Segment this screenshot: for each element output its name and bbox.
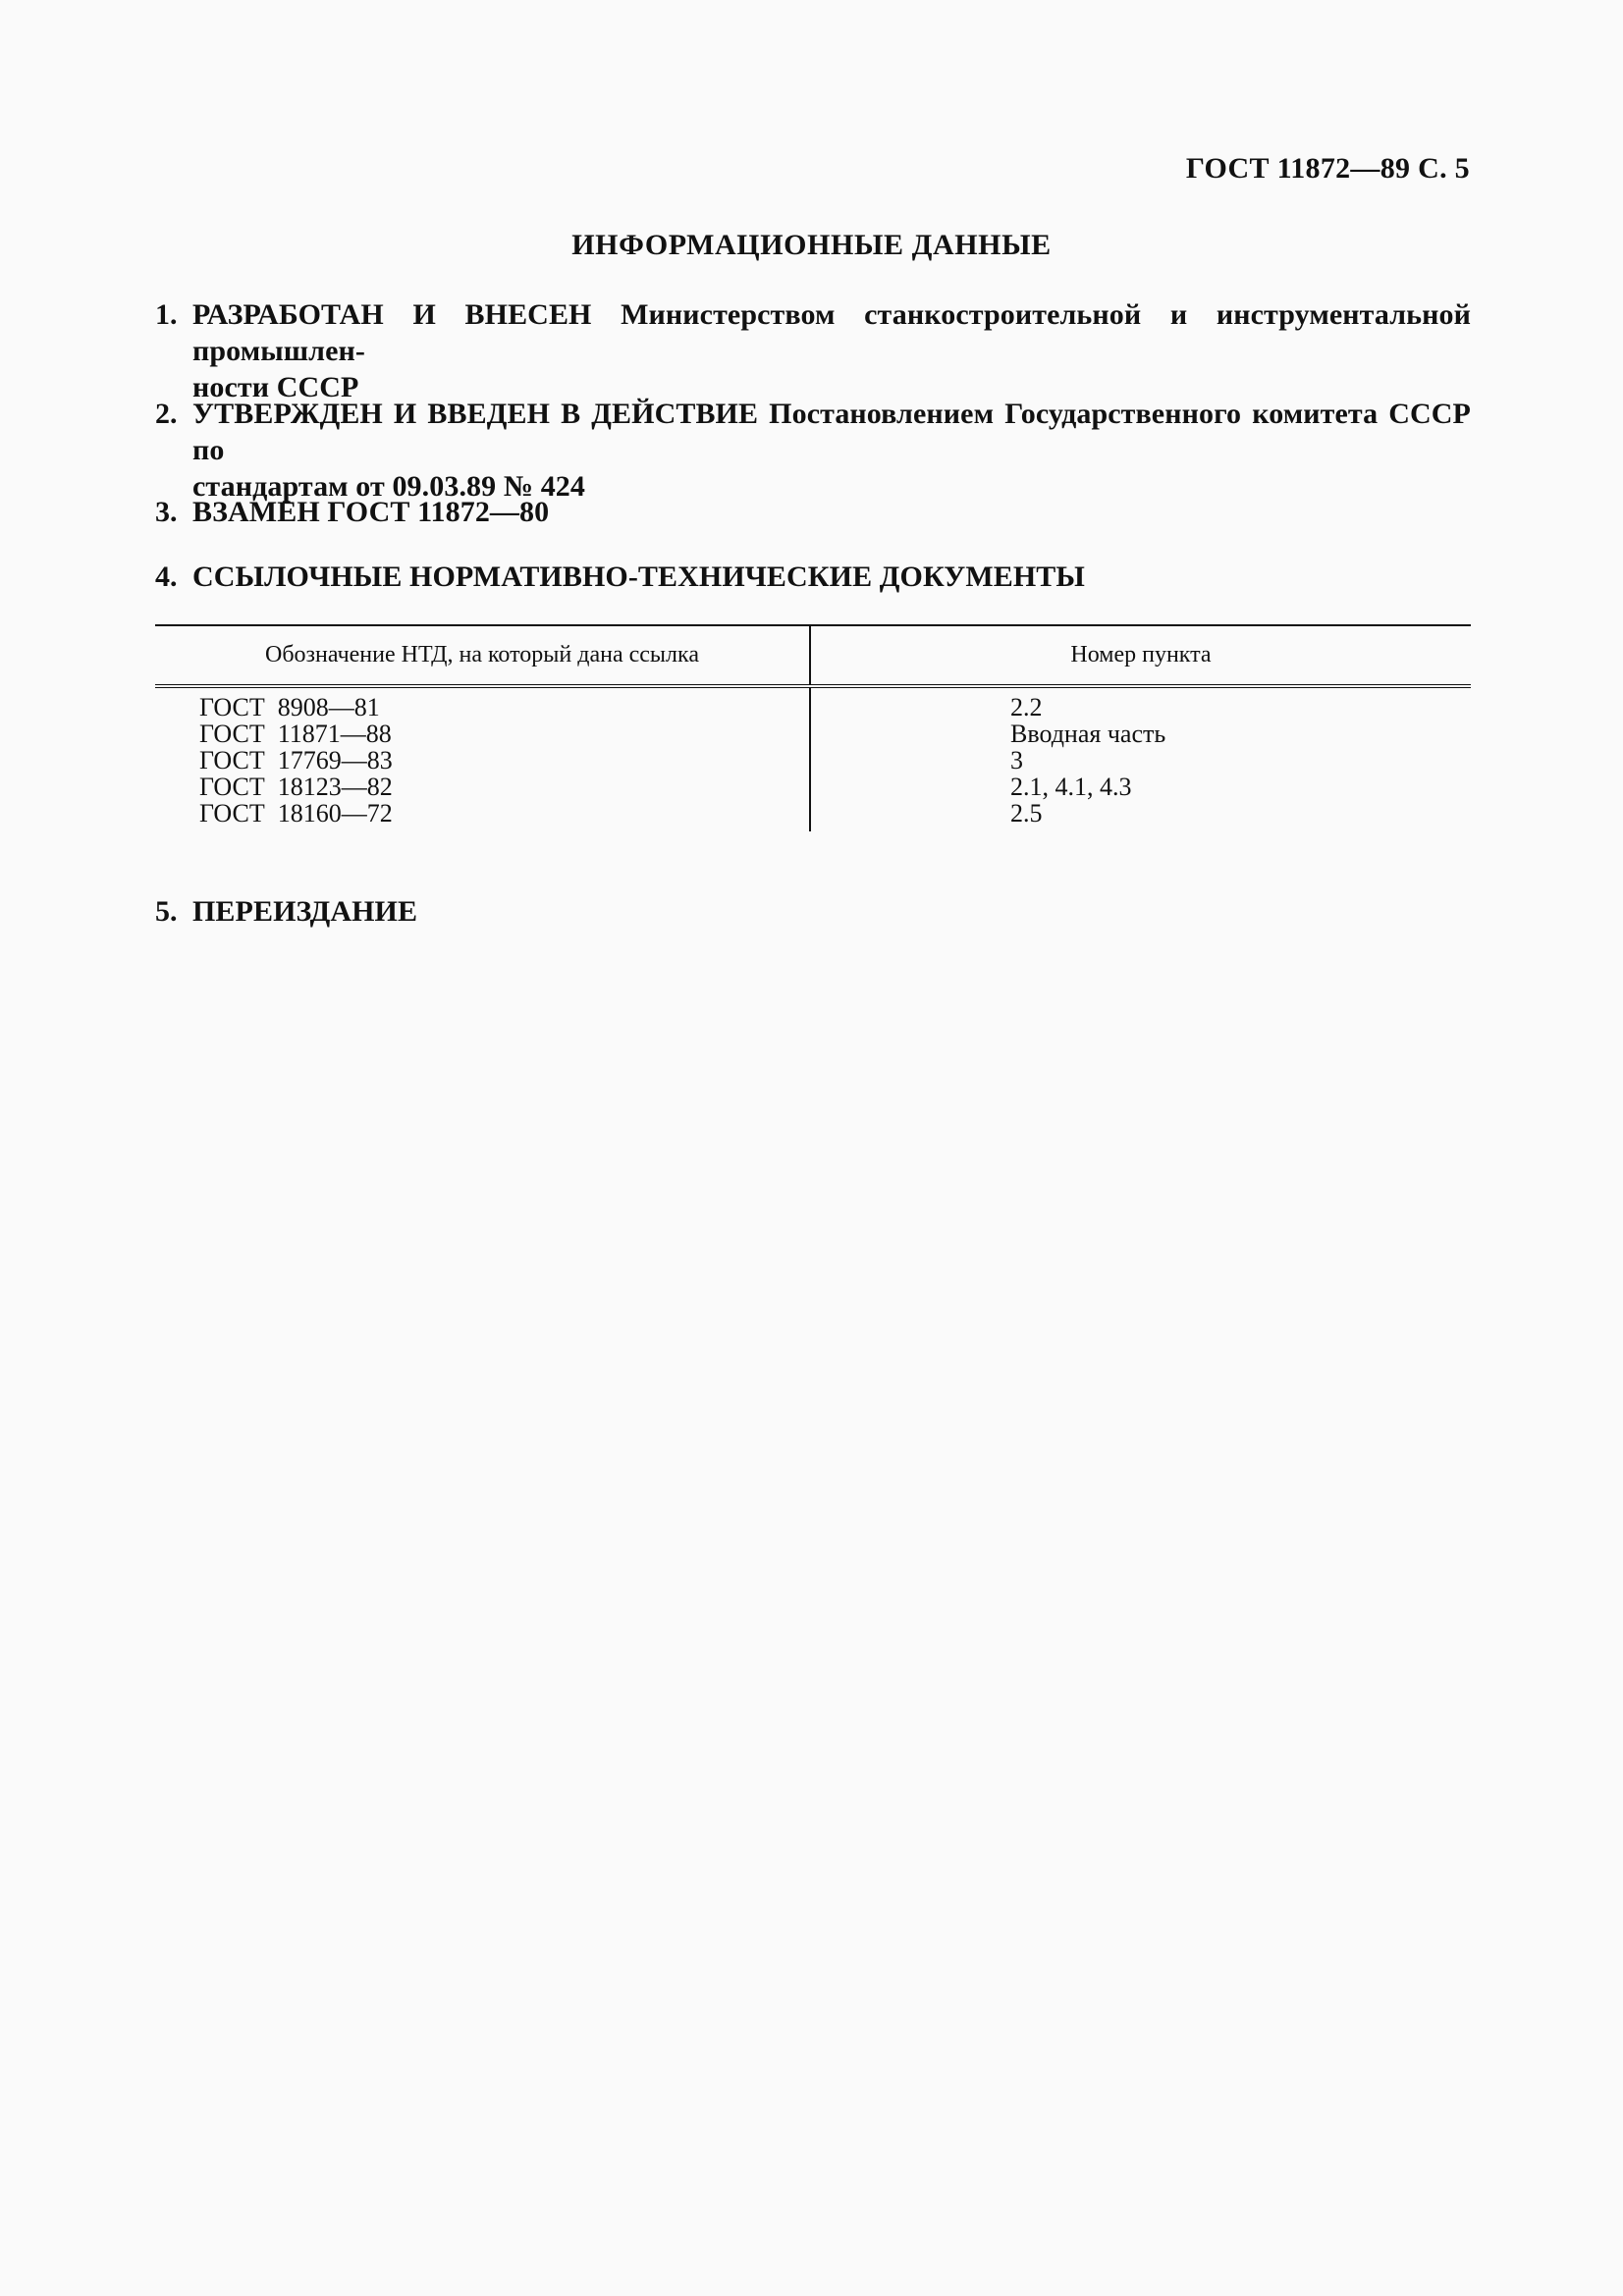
column-header-document: Обозначение НТД, на который дана ссылка bbox=[155, 626, 811, 684]
item-text-line: ности СССР bbox=[192, 371, 359, 403]
column-header-clause: Номер пункта bbox=[1070, 642, 1212, 667]
table-cell-clause: 2.5 bbox=[1010, 799, 1043, 828]
table-cell-document: ГОСТ 18123—82 bbox=[199, 773, 393, 801]
item-text-line: УТВЕРЖДЕН И ВВЕДЕН В ДЕЙСТВИЕ Постановлением Государственного комитета СССР по bbox=[192, 398, 1471, 466]
item-number: 4. bbox=[155, 561, 178, 593]
table-cell-document: ГОСТ 18160—72 bbox=[199, 799, 393, 828]
table-cell-document: ГОСТ 8908—81 bbox=[199, 693, 380, 721]
info-item-3 bbox=[155, 494, 1471, 530]
table-body bbox=[155, 688, 1471, 831]
item-text-line: стандартам от 09.03.89 № 424 bbox=[192, 470, 585, 503]
item-text-line: ВЗАМЕН ГОСТ 11872—80 bbox=[192, 496, 550, 528]
table-cell-clause: 2.2 bbox=[1010, 693, 1043, 721]
info-item-2 bbox=[155, 396, 1471, 505]
info-item-5 bbox=[155, 893, 1471, 930]
info-item-4 bbox=[155, 559, 1471, 595]
item-number: 3. bbox=[155, 496, 178, 528]
item-text-line: ССЫЛОЧНЫЕ НОРМАТИВНО-ТЕХНИЧЕСКИЕ ДОКУМЕНТЫ bbox=[192, 561, 1085, 593]
table-cell-clause: 2.1, 4.1, 4.3 bbox=[1010, 773, 1132, 801]
item-text-line: ПЕРЕИЗДАНИЕ bbox=[192, 895, 418, 928]
item-number: 1. bbox=[155, 298, 178, 331]
item-number: 5. bbox=[155, 895, 178, 928]
document-column bbox=[155, 688, 811, 831]
document-title: ИНФОРМАЦИОННЫЕ ДАННЫЕ bbox=[571, 229, 1052, 261]
table-cell-clause: 3 bbox=[1010, 746, 1023, 774]
table-cell-document: ГОСТ 11871—88 bbox=[199, 720, 392, 748]
table-cell-clause: Вводная часть bbox=[1010, 720, 1166, 748]
item-number: 2. bbox=[155, 398, 178, 430]
page-header-number: ГОСТ 11872—89 С. 5 bbox=[1185, 152, 1470, 185]
clause-column bbox=[811, 688, 1471, 831]
item-text-line: РАЗРАБОТАН И ВНЕСЕН Министерством станкостроительной и инструментальной промышлен- bbox=[192, 298, 1471, 367]
info-item-1 bbox=[155, 296, 1471, 405]
table-header bbox=[155, 626, 1471, 688]
table-cell-document: ГОСТ 17769—83 bbox=[199, 746, 393, 774]
reference-table bbox=[155, 624, 1471, 831]
